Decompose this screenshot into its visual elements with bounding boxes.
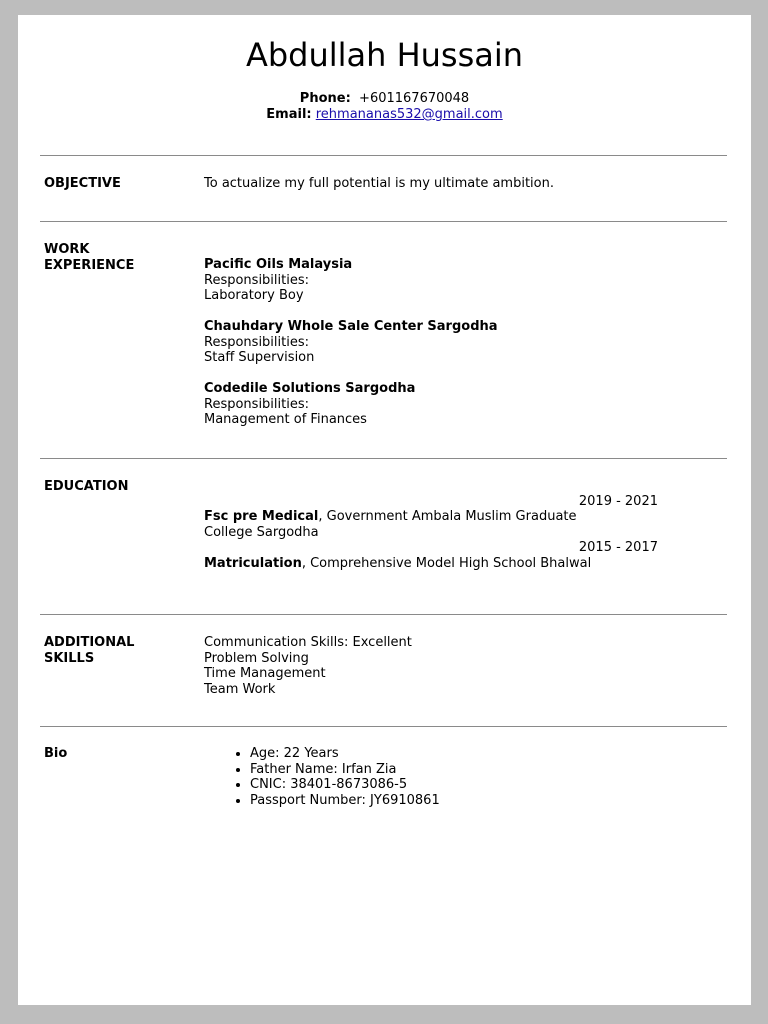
divider (40, 221, 727, 222)
divider (40, 726, 727, 727)
work-label: WORK EXPERIENCE (44, 242, 135, 273)
job-item: Codedile Solutions Sargodha Responsibilities: Management of Finances (204, 381, 416, 427)
education-item: Fsc pre Medical, Government Ambala Muslim Graduate College Sargodha (204, 509, 577, 540)
bio-item: • Passport Number: JY6910861 (250, 793, 440, 809)
email-line (18, 107, 751, 123)
bio-list (204, 746, 440, 809)
skills-list: Communication Skills: Excellent Problem Solving Time Management Team Work (204, 635, 412, 697)
objective-text: To actualize my full potential is my ultimate ambition. (204, 176, 554, 191)
divider (40, 458, 727, 459)
job-item: Pacific Oils Malaysia Responsibilities: Laboratory Boy (204, 257, 353, 303)
skills-label: ADDITIONAL SKILLS (44, 635, 135, 666)
resume-page (18, 15, 751, 1005)
divider (40, 614, 727, 615)
education-years: 2015 - 2017 (578, 540, 658, 555)
phone-value: +601167670048 (359, 91, 470, 106)
email-label: Email: (266, 107, 312, 122)
education-label: EDUCATION (44, 479, 129, 494)
bio-item: • Age: 22 Years (250, 746, 440, 762)
candidate-name: Abdullah Hussain (245, 36, 524, 74)
phone-line (18, 91, 751, 107)
email-link[interactable]: rehmananas532@gmail.com (315, 107, 503, 122)
bio-item: • CNIC: 38401-8673086-5 (250, 777, 440, 793)
education-item: Matriculation, Comprehensive Model High School Bhalwal (204, 556, 592, 571)
bio-item: • Father Name: Irfan Zia (250, 762, 440, 778)
bio-label: Bio (44, 746, 68, 761)
job-item: Chauhdary Whole Sale Center Sargodha Responsibilities: Staff Supervision (204, 319, 498, 365)
objective-label: OBJECTIVE (44, 176, 121, 191)
education-years: 2019 - 2021 (578, 494, 658, 509)
divider (40, 155, 727, 156)
phone-label: Phone: (299, 91, 351, 106)
